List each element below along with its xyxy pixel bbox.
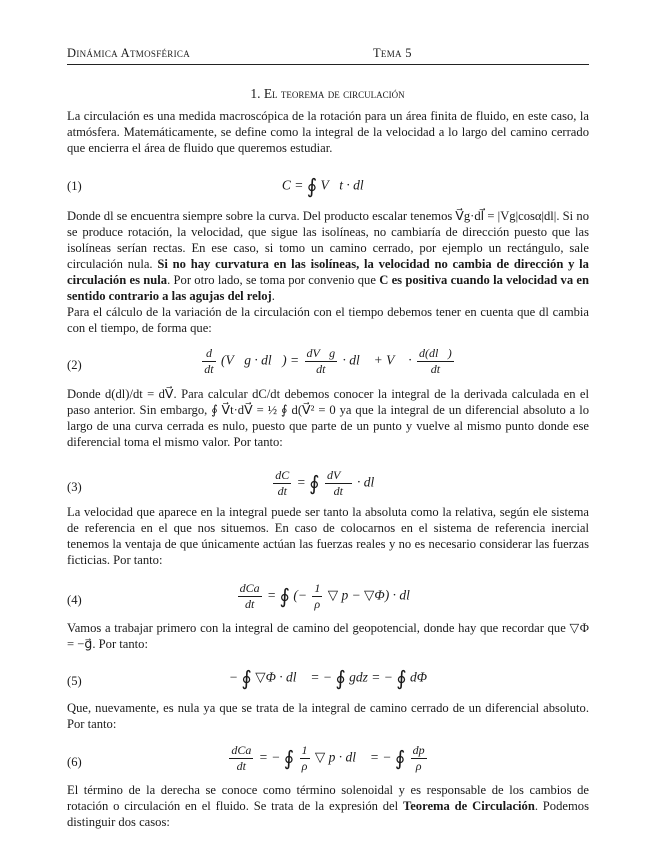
bold-theorem-name: Teorema de Circulación <box>402 799 535 813</box>
paragraph-absolute-differential: Que, nuevamente, es nula ya que se trata de la integral de camino cerrado de un diferencial absoluto. Por tanto: <box>67 701 589 731</box>
equation-number: (4) <box>67 593 82 607</box>
equation-3: $\frac{dC}{dt}$ = ∮ $\frac{dV⃗}{dt}$ · dl⃗ <box>275 468 385 498</box>
equation-number: (2) <box>67 358 82 372</box>
equation-2: $\frac{d}{dt}$ (V⃗g · dl⃗) = $\frac{dV⃗g}{dt}$ · dl⃗ + V⃗ · $\frac{d(dl⃗)}{dt}$ <box>204 346 452 376</box>
equation-number: (5) <box>67 674 82 688</box>
bold-statement-curvature: Si no hay curvatura en las isolíneas, la velocidad no cambia de dirección y la circulación es nula <box>67 257 589 287</box>
paragraph-reference-frame: La velocidad que aparece en la integral puede ser tanto la absoluta como la relativa, según ele sistema de referencia en el que nos situemos. En caso de colocarnos en el sistema de referencia inercial tenemos la ventaja de que únicamente actúan las fuerzas reales y no es necesario considerar las fuerzas ficticias. Por tanto: <box>67 505 589 567</box>
paragraph-curvature: Donde dl se encuentra siempre sobre la curva. Del producto escalar tenemos V⃗g·dl⃗ = |Vg|cosα|dl|. Si no se produce rotación, la velocidad, que sigue las isolíneas, no cambiaría de dirección puesto que las isolíneas serían rectas. En ese caso, si tomo un camino cerrado, por ejemplo un rectángulo, sale circulación nula. Si no hay curvatura en las isolíneas, la velocidad no cambia de dirección y la circulación es nula. Por otro lado, se toma por convenio que C es positiva cuando la velocidad va en sentido contrario a las agujas del reloj. <box>67 209 589 303</box>
equation-1: C = ∮ V⃗t · dl⃗ <box>281 176 375 198</box>
bold-statement-sign: C es positiva cuando la velocidad va en sentido contrario a las agujas del reloj <box>67 273 589 303</box>
paragraph-geopotential: Vamos a trabajar primero con la integral de camino del geopotencial, donde hay que recordar que ▽Φ = −g⃗. Por tanto: <box>67 621 589 651</box>
running-header <box>67 46 589 65</box>
paragraph-derivative: Donde d(dl)/dt = dV⃗. Para calcular dC/dt debemos conocer la integral de la derivada calculada en el paso anterior. Sin embargo, ∮ V⃗t·dV⃗ = ½ ∮ d(V⃗² = 0 ya que la integral de un diferencial absoluto a lo largo de una curva cerrada es nulo, puesto que parte de un punto y vuelve al mismo punto donde ese diferencial toma el mismo valor. Por tanto: <box>67 387 589 449</box>
paragraph-intro: La circulación es una medida macroscópica de la rotación para un área finita de fluido, en este caso, la atmósfera. Matemáticamente, se define como la integral de la velocidad a lo largo del camino cerrado que encierra el área de fluido que queremos estudiar. <box>67 109 589 155</box>
paragraph-circulation-theorem: El término de la derecha se conoce como término solenoidal y es responsable de los cambios de rotación o circulación en el fluido. Se trata de la expresión del Teorema de Circulación. Podemos distinguir dos casos: <box>67 783 589 829</box>
equation-number: (3) <box>67 480 82 494</box>
paragraph-time-variation: Para el cálculo de la variación de la circulación con el tiempo debemos tener en cuenta que dl cambia con el tiempo, de forma que: <box>67 305 589 335</box>
header-title: Dinámica Atmosférica <box>67 46 190 60</box>
equation-number: (1) <box>67 179 82 193</box>
equation-4: $\frac{\text{dCa}}{dt}$ = ∮ (− $\frac{1}{\rho}$ ▽ p − ▽Φ) · dl⃗ <box>239 581 421 611</box>
header-topic: Tema 5 <box>373 46 412 60</box>
section-title: 1. El teorema de circulación <box>250 86 405 101</box>
equation-5: − ∮ ▽Φ · dl⃗ = − ∮ gdz = − ∮ dΦ <box>228 668 428 690</box>
equation-number: (6) <box>67 755 82 769</box>
equation-6: $\frac{\text{dCa}}{dt}$ = − ∮ $\frac{1}{\rho}$ ▽ p · dl⃗ = − ∮ $\frac{dp}{\rho}$ <box>231 743 425 773</box>
